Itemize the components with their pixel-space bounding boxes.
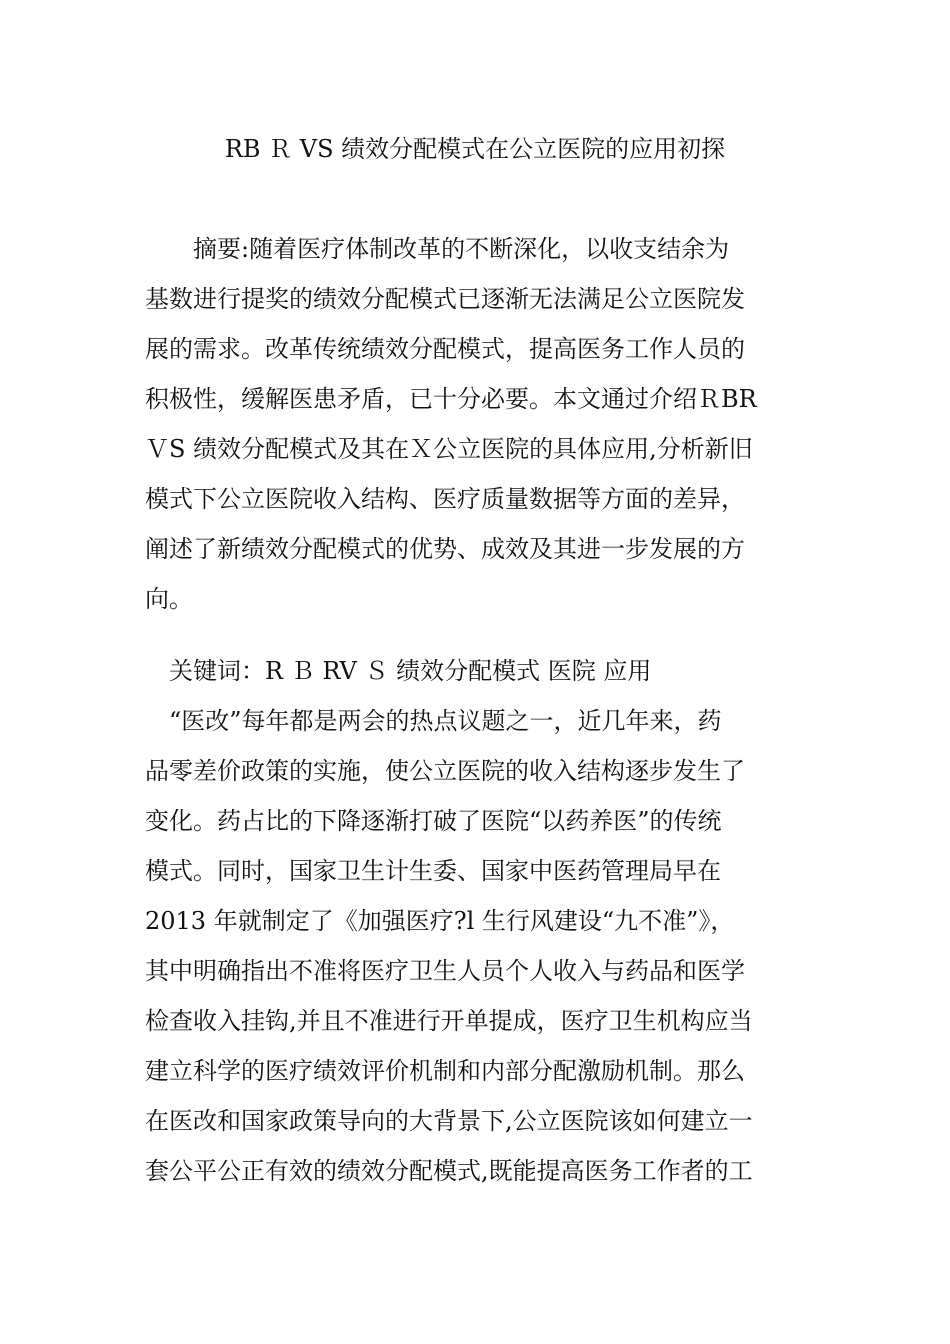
body-line: 品零差价政策的实施，使公立医院的收入结构逐步发生了 [145,757,745,785]
body-line: 套公平公正有效的绩效分配模式,既能提高医务工作者的工 [145,1157,753,1185]
keywords-line [145,646,651,696]
abstract-line: 阐述了新绩效分配模式的优势、成效及其进一步发展的方 [145,535,745,563]
abstract-line: ＶS 绩效分配模式及其在Ｘ公立医院的具体应用,分析新旧 [145,435,753,463]
abstract-line: 摘要:随着医疗体制改革的不断深化，以收支结余为 [145,235,730,263]
body-line: 在医改和国家政策导向的大背景下,公立医院该如何建立一 [145,1107,753,1135]
abstract-line: 模式下公立医院收入结构、医疗质量数据等方面的差异， [145,485,745,513]
abstract-line: 基数进行提奖的绩效分配模式已逐渐无法满足公立医院发 [145,285,745,313]
body-line: 建立科学的医疗绩效评价机制和内部分配激励机制。那么 [145,1057,745,1085]
body-line: “医改”每年都是两会的热点议题之一，近几年来，药 [145,707,722,735]
body-line: 模式。同时，国家卫生计生委、国家中医药管理局早在 [145,857,721,885]
body-line: 2013 年就制定了《加强医疗?l 生行风建设“九不准”》， [145,907,735,935]
body-line: 检查收入挂钩,并且不准进行开单提成，医疗卫生机构应当 [145,1007,753,1035]
abstract-paragraph [145,224,757,624]
keywords-text: 关键词：R Ｂ RV Ｓ 绩效分配模式 医院 应用 [145,657,652,685]
body-paragraph [145,696,753,1196]
abstract-line: 展的需求。改革传统绩效分配模式，提高医务工作人员的 [145,335,745,363]
abstract-line: 积极性，缓解医患矛盾，已十分必要。本文通过介绍ＲBR [145,385,757,413]
body-line: 其中明确指出不准将医疗卫生人员个人收入与药品和医学 [145,957,745,985]
document-title: RB Ｒ VS 绩效分配模式在公立医院的应用初探 [224,135,726,163]
abstract-line: 向。 [145,585,193,613]
body-line: 变化。药占比的下降逐渐打破了医院“以药养医”的传统 [145,807,722,835]
